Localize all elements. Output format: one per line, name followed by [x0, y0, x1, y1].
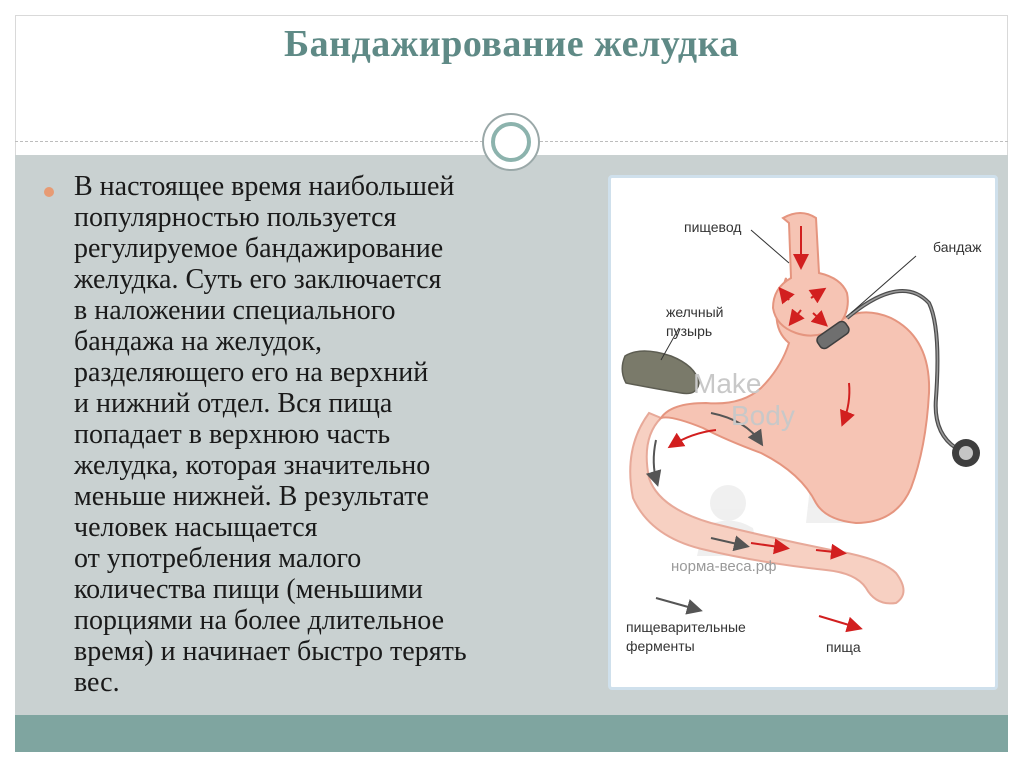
slide-title: Бандажирование желудка [284, 23, 739, 65]
body-text: В настоящее время наибольшей популярностью пользуется регулируемое бандажирование желудка. Суть его заключается в наложении специального бандажа на желудок, разделяющего его на верхний и нижний отдел. Вся пища попадает в верхнюю часть желудка, которая значительно меньше нижней. В результате человек насыщается от употребления малого количества пищи (меньшими порциями на более длительное время) и начинает быстро терять вес. [74, 171, 467, 698]
bullet-item [38, 171, 598, 698]
legend-food-arrow [819, 616, 859, 628]
watermark-line2: Body [731, 400, 795, 431]
watermark-line1: Make [693, 368, 762, 399]
watermark-site: норма-веса.рф [671, 558, 777, 575]
label-enzymes: пищеварительные ферменты [626, 619, 746, 654]
esophagus-shape [773, 213, 848, 336]
gastric-band-diagram [608, 175, 998, 690]
label-esophagus: пищевод [684, 219, 742, 235]
bullet-dot-icon [44, 187, 54, 197]
legend-enzyme-arrow [656, 598, 699, 610]
divider-ring-inner [491, 122, 531, 162]
gallbladder-shape [622, 351, 699, 394]
label-food: пища [826, 639, 861, 655]
divider-ring-ornament [482, 113, 540, 171]
label-band: бандаж [933, 239, 982, 255]
footer-band [15, 715, 1008, 752]
label-gallbladder: желчный пузырь [666, 304, 724, 339]
